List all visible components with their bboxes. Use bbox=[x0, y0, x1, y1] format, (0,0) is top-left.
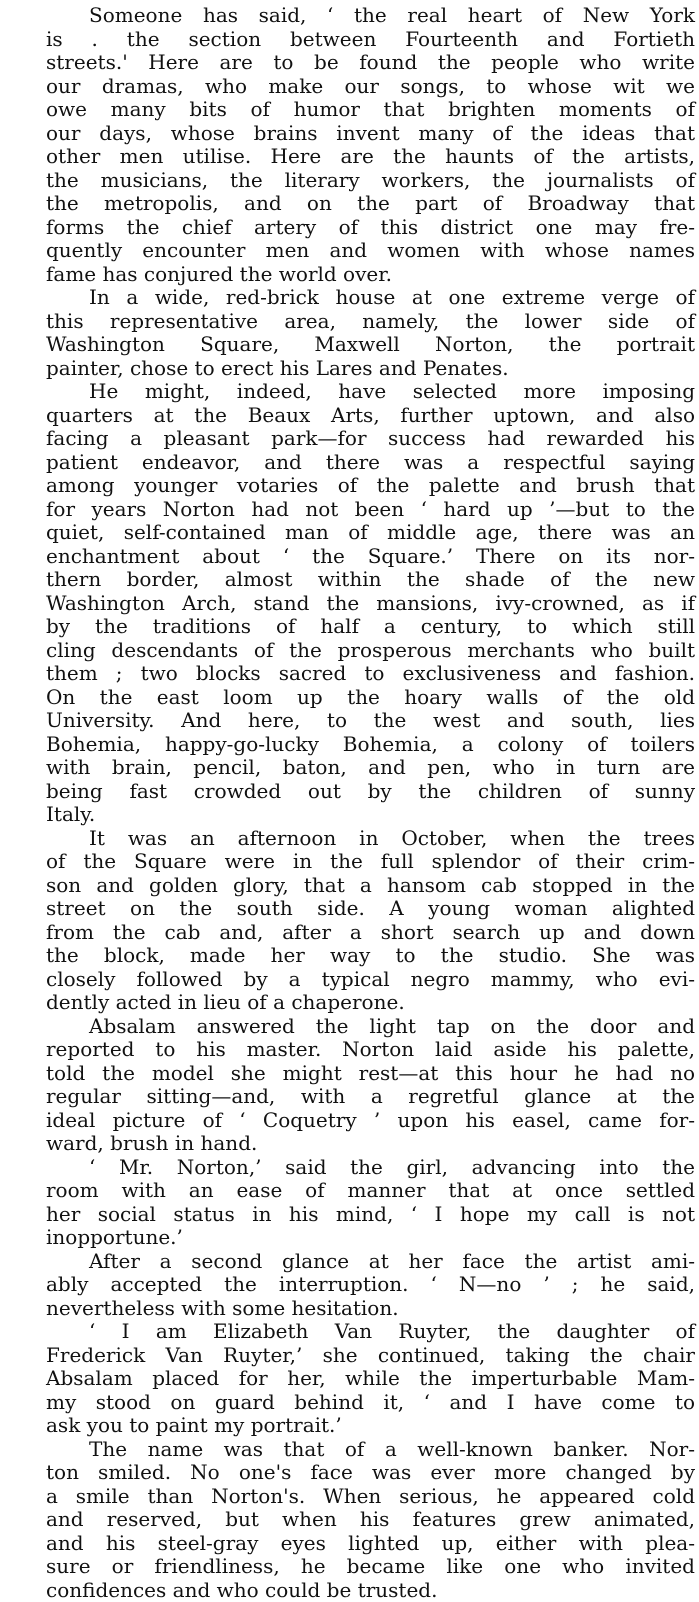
text-line: painter, chose to erect his Lares and Penates. bbox=[3, 357, 695, 381]
text-line: her social status in his mind, ‘ I hope my call is not bbox=[3, 1203, 695, 1227]
paragraph-3 bbox=[3, 380, 695, 827]
text-line: facing a pleasant park—for success had rewarded his bbox=[3, 427, 695, 451]
paragraph-4 bbox=[3, 827, 695, 1015]
text-line: quiet, self-contained man of middle age, there was an bbox=[3, 521, 695, 545]
text-line: and reserved, but when his features grew animated, bbox=[3, 1508, 695, 1532]
text-line: inopportune.’ bbox=[3, 1226, 695, 1250]
text-line: the metropolis, and on the part of Broadway that bbox=[3, 192, 695, 216]
text-line: with brain, pencil, baton, and pen, who in turn are bbox=[3, 756, 695, 780]
text-line: Washington Square, Maxwell Norton, the portrait bbox=[3, 333, 695, 357]
text-line: Frederick Van Ruyter,’ she continued, taking the chair bbox=[3, 1344, 695, 1368]
text-line: cling descendants of the prosperous merchants who built bbox=[3, 639, 695, 663]
text-line: ward, brush in hand. bbox=[3, 1132, 695, 1156]
text-line: room with an ease of manner that at once settled bbox=[3, 1179, 695, 1203]
paragraph-9 bbox=[3, 1438, 695, 1602]
text-line: The name was that of a well-known banker. Nor- bbox=[3, 1438, 695, 1462]
paragraph-5 bbox=[3, 1015, 695, 1156]
text-line: In a wide, red-brick house at one extreme verge of bbox=[3, 286, 695, 310]
text-line: sure or friendliness, he became like one who invited bbox=[3, 1555, 695, 1579]
paragraph-6 bbox=[3, 1156, 695, 1250]
article-column bbox=[3, 4, 695, 1602]
text-line: ton smiled. No one's face was ever more changed by bbox=[3, 1461, 695, 1485]
text-line: by the traditions of half a century, to which still bbox=[3, 615, 695, 639]
text-line: quarters at the Beaux Arts, further uptown, and also bbox=[3, 404, 695, 428]
text-line: closely followed by a typical negro mammy, who evi- bbox=[3, 968, 695, 992]
text-line: of the Square were in the full splendor of their crim- bbox=[3, 850, 695, 874]
text-line: Italy. bbox=[3, 803, 695, 827]
text-line: ask you to paint my portrait.’ bbox=[3, 1414, 695, 1438]
text-line: streets.' Here are to be found the people who write bbox=[3, 51, 695, 75]
text-line: ‘ Mr. Norton,’ said the girl, advancing into the bbox=[3, 1156, 695, 1180]
paragraph-2 bbox=[3, 286, 695, 380]
text-line: for years Norton had not been ‘ hard up ’—but to the bbox=[3, 498, 695, 522]
text-line: nevertheless with some hesitation. bbox=[3, 1297, 695, 1321]
text-line: our dramas, who make our songs, to whose wit we bbox=[3, 75, 695, 99]
text-line: and his steel-gray eyes lighted up, either with plea- bbox=[3, 1532, 695, 1556]
text-line: this representative area, namely, the lower side of bbox=[3, 310, 695, 334]
text-line: from the cab and, after a short search up and down bbox=[3, 921, 695, 945]
text-line: ideal picture of ‘ Coquetry ’ upon his easel, came for- bbox=[3, 1109, 695, 1133]
text-line: It was an afternoon in October, when the trees bbox=[3, 827, 695, 851]
text-line: enchantment about ‘ the Square.’ There on its nor- bbox=[3, 545, 695, 569]
text-line: is . the section between Fourteenth and Fortieth bbox=[3, 28, 695, 52]
paragraph-8 bbox=[3, 1320, 695, 1438]
text-line: them ; two blocks sacred to exclusiveness and fashion. bbox=[3, 662, 695, 686]
text-line: other men utilise. Here are the haunts of the artists, bbox=[3, 145, 695, 169]
text-line: Bohemia, happy-go-lucky Bohemia, a colony of toilers bbox=[3, 733, 695, 757]
text-line: the block, made her way to the studio. She was bbox=[3, 944, 695, 968]
text-line: On the east loom up the hoary walls of the old bbox=[3, 686, 695, 710]
text-line: Someone has said, ‘ the real heart of New York bbox=[3, 4, 695, 28]
text-line: street on the south side. A young woman alighted bbox=[3, 897, 695, 921]
text-line: told the model she might rest—at this hour he had no bbox=[3, 1062, 695, 1086]
text-line: regular sitting—and, with a regretful glance at the bbox=[3, 1085, 695, 1109]
text-line: a smile than Norton's. When serious, he appeared cold bbox=[3, 1485, 695, 1509]
text-line: our days, whose brains invent many of the ideas that bbox=[3, 122, 695, 146]
text-line: my stood on guard behind it, ‘ and I have come to bbox=[3, 1391, 695, 1415]
text-line: among younger votaries of the palette and brush that bbox=[3, 474, 695, 498]
text-line: being fast crowded out by the children of sunny bbox=[3, 780, 695, 804]
text-line: reported to his master. Norton laid aside his palette, bbox=[3, 1038, 695, 1062]
text-line: ably accepted the interruption. ‘ N—no ’ ; he said, bbox=[3, 1273, 695, 1297]
text-line: quently encounter men and women with whose names bbox=[3, 239, 695, 263]
text-line: thern border, almost within the shade of the new bbox=[3, 568, 695, 592]
text-line: Absalam answered the light tap on the door and bbox=[3, 1015, 695, 1039]
text-line: forms the chief artery of this district one may fre- bbox=[3, 216, 695, 240]
text-line: Absalam placed for her, while the imperturbable Mam- bbox=[3, 1367, 695, 1391]
paragraph-1 bbox=[3, 4, 695, 286]
text-line: University. And here, to the west and south, lies bbox=[3, 709, 695, 733]
text-line: son and golden glory, that a hansom cab stopped in the bbox=[3, 874, 695, 898]
text-line: Washington Arch, stand the mansions, ivy-crowned, as if bbox=[3, 592, 695, 616]
text-line: the musicians, the literary workers, the journalists of bbox=[3, 169, 695, 193]
paragraph-7 bbox=[3, 1250, 695, 1321]
text-line: dently acted in lieu of a chaperone. bbox=[3, 991, 695, 1015]
text-line: owe many bits of humor that brighten moments of bbox=[3, 98, 695, 122]
text-line: fame has conjured the world over. bbox=[3, 263, 695, 287]
text-line: After a second glance at her face the artist ami- bbox=[3, 1250, 695, 1274]
text-line: He might, indeed, have selected more imposing bbox=[3, 380, 695, 404]
text-line: confidences and who could be trusted. bbox=[3, 1579, 695, 1602]
text-line: ‘ I am Elizabeth Van Ruyter, the daughter of bbox=[3, 1320, 695, 1344]
text-line: patient endeavor, and there was a respectful saying bbox=[3, 451, 695, 475]
